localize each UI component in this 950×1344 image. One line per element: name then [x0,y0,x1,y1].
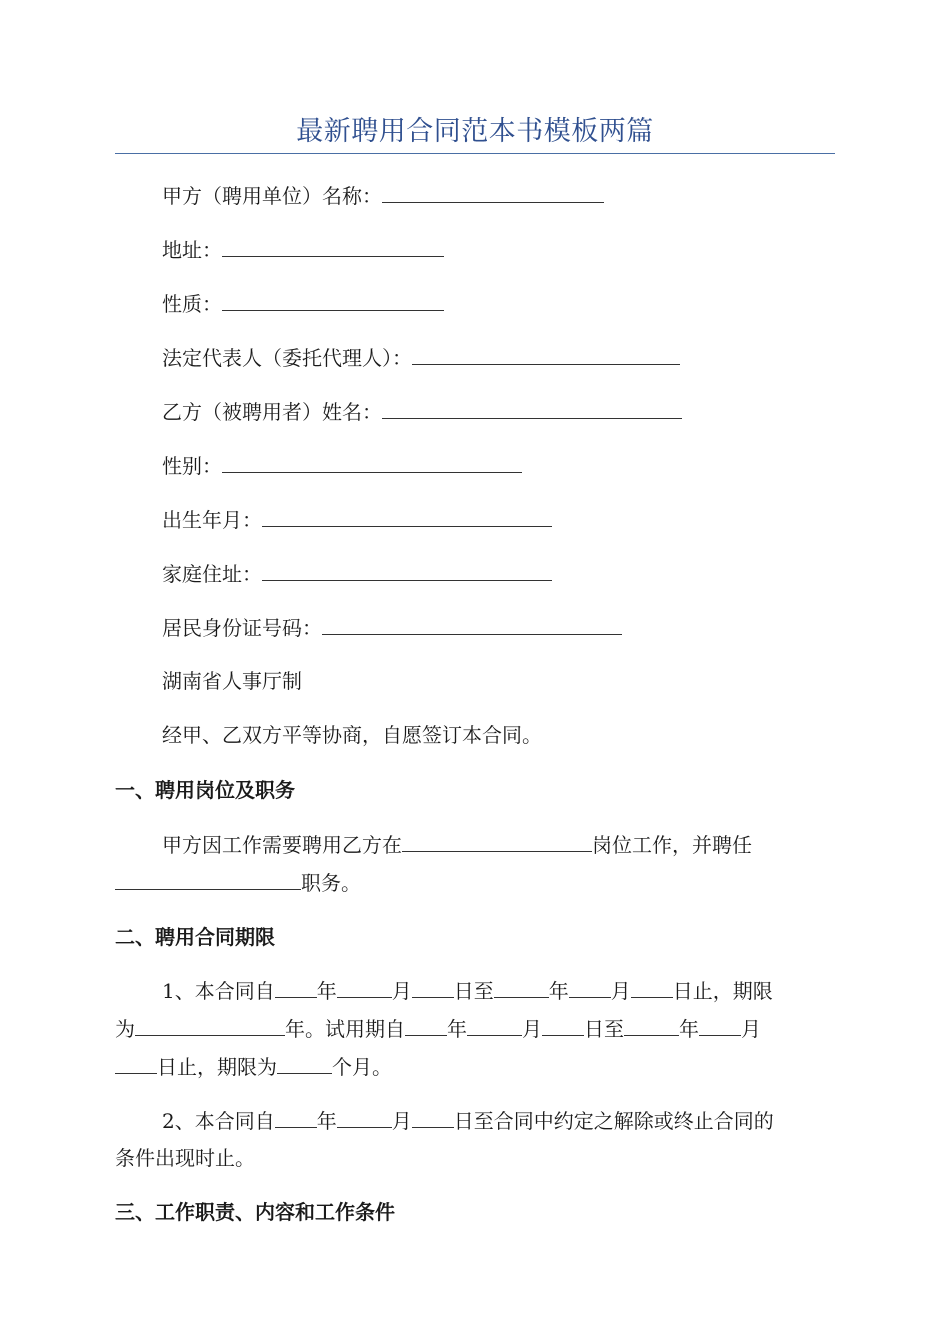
title-underline [115,153,835,154]
fill-blank[interactable] [275,1105,317,1128]
fill-blank[interactable] [412,975,454,998]
field-label: 乙方（被聘用者）姓名： [162,400,382,424]
document-title: 最新聘用合同范本书模板两篇 [296,116,654,147]
issuer-line: 湖南省人事厅制 [162,669,302,693]
fill-blank[interactable] [322,612,622,635]
section-heading-2: 二、聘用合同期限 [115,925,275,949]
fill-blank[interactable] [115,1051,157,1074]
fill-blank[interactable] [382,396,682,419]
fill-blank[interactable] [402,829,592,852]
intro-paragraph: 经甲、乙双方平等协商，自愿签订本合同。 [162,723,542,747]
fill-blank[interactable] [337,975,392,998]
fill-blank[interactable] [262,504,552,527]
section-1-paragraph-line-2: 职务。 [115,867,361,898]
fill-blank[interactable] [382,180,604,203]
clause-2-2-line-2: 条件出现时止。 [115,1146,255,1170]
fill-blank[interactable] [135,1013,285,1036]
field-gender [162,450,522,481]
field-label: 出生年月： [162,508,262,532]
fill-blank[interactable] [569,975,611,998]
field-party-a-name [162,180,604,211]
fill-blank[interactable] [275,975,317,998]
fill-blank[interactable] [222,234,444,257]
fill-blank[interactable] [222,288,444,311]
clause-2-2-line-1: 2、本合同自 年 月 日至合同中约定之解除或终止合同的 [162,1105,774,1136]
field-home-address [162,558,552,589]
clause-2-1-line-3: 日止，期限为 个月。 [115,1051,392,1082]
field-label: 家庭住址： [162,562,262,586]
fill-blank[interactable] [631,975,673,998]
fill-blank[interactable] [337,1105,392,1128]
fill-blank[interactable] [699,1013,741,1036]
field-label: 居民身份证号码： [162,616,322,640]
section-heading-1: 一、聘用岗位及职务 [115,778,295,802]
field-label: 甲方（聘用单位）名称： [162,184,382,208]
field-birth-date [162,504,552,535]
field-address [162,234,444,265]
field-id-number [162,612,622,643]
fill-blank[interactable] [412,1105,454,1128]
fill-blank[interactable] [222,450,522,473]
fill-blank[interactable] [467,1013,522,1036]
fill-blank[interactable] [542,1013,584,1036]
fill-blank[interactable] [277,1051,332,1074]
fill-blank[interactable] [262,558,552,581]
field-label: 性质： [162,292,222,316]
section-1-paragraph-line-1: 甲方因工作需要聘用乙方在 岗位工作，并聘任 [162,829,752,860]
field-nature [162,288,444,319]
field-label: 性别： [162,454,222,478]
field-legal-representative [162,342,680,373]
section-heading-3: 三、工作职责、内容和工作条件 [115,1200,395,1224]
clause-2-1-line-1: 1、本合同自 年 月 日至 年 月 日止，期限 [162,975,773,1006]
field-party-b-name [162,396,682,427]
field-label: 法定代表人（委托代理人）： [162,346,412,370]
fill-blank[interactable] [624,1013,679,1036]
clause-2-1-line-2: 为 年。试用期自 年 月 日至 年 月 [115,1013,761,1044]
fill-blank[interactable] [405,1013,447,1036]
fill-blank[interactable] [115,867,301,890]
field-label: 地址： [162,238,222,262]
fill-blank[interactable] [412,342,680,365]
fill-blank[interactable] [494,975,549,998]
